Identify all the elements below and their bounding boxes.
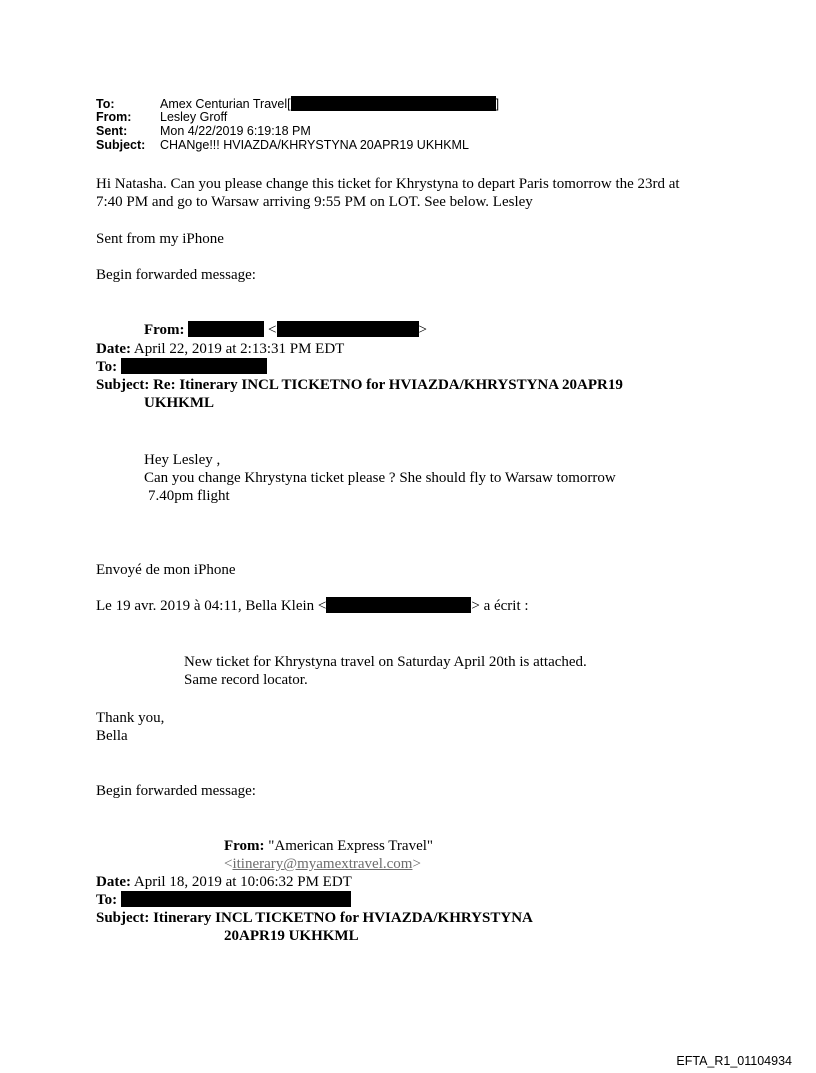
fwd2-email-link[interactable]: itinerary@myamextravel.com (232, 856, 413, 872)
begin-forwarded-2: Begin forwarded message: (96, 783, 256, 799)
fwd2-from-value: "American Express Travel" (268, 838, 434, 854)
fwd2-date-label: Date: (96, 874, 131, 890)
fwd1-msg-line-2: Can you change Khrystyna ticket please ? She should fly to Warsaw tomorrow (144, 470, 616, 486)
redaction-box (277, 321, 419, 337)
fwd1-from-row (144, 321, 427, 339)
bella-name: Bella (96, 728, 128, 744)
body-para-line-2: 7:40 PM and go to Warsaw arriving 9:55 PM on LOT. See below. Lesley (96, 194, 533, 210)
header-from-label: From: (96, 110, 132, 124)
le-ecrit-prefix: Le 19 avr. 2019 à 04:11, Bella Klein < (96, 598, 327, 614)
redaction-box (326, 597, 471, 613)
fwd1-to-row (96, 358, 267, 376)
fwd2-date-value: April 18, 2019 at 10:06:32 PM EDT (133, 874, 352, 890)
fwd2-email-lt: < (224, 856, 233, 872)
fwd1-subject-row (96, 376, 623, 394)
fwd1-date-label: Date: (96, 341, 131, 357)
fwd2-to-label: To: (96, 892, 118, 908)
redaction-box (188, 321, 264, 337)
fwd2-from-row (224, 837, 433, 855)
redaction-box (121, 891, 351, 907)
fwd1-msg-line-3: 7.40pm flight (148, 488, 230, 504)
fwd2-date-row (96, 873, 352, 891)
body-para-line-1: Hi Natasha. Can you please change this ticket for Khrystyna to depart Paris tomorrow the 23rd at (96, 176, 680, 192)
header-subject-value: CHANge!!! HVIAZDA/KHRYSTYNA 20APR19 UKHKML (160, 138, 469, 152)
bella-msg-line-1: New ticket for Khrystyna travel on Saturday April 20th is attached. (184, 654, 587, 670)
fwd1-date-row (96, 340, 344, 358)
fwd1-msg-line-1: Hey Lesley , (144, 452, 221, 468)
fwd1-subject-label: Subject: (96, 377, 150, 393)
fwd1-subject-line-2: UKHKML (144, 395, 214, 411)
header-to-label: To: (96, 97, 115, 111)
fwd1-from-label: From: (144, 322, 185, 338)
sent-from-iphone: Sent from my iPhone (96, 231, 224, 247)
header-to-value: Amex Centurian Travel[ (160, 97, 291, 111)
redaction-box (121, 358, 267, 374)
bella-msg-line-2: Same record locator. (184, 672, 308, 688)
fwd2-subject-line-1: Itinerary INCL TICKETNO for HVIAZDA/KHRYSTYNA (153, 910, 533, 926)
fwd1-from-gt: > (418, 322, 427, 338)
le-ecrit-suffix: > a écrit : (471, 598, 529, 614)
fwd1-date-value: April 22, 2019 at 2:13:31 PM EDT (133, 341, 345, 357)
fwd2-from-label: From: (224, 838, 265, 854)
redaction-box (291, 96, 496, 111)
header-from-row (96, 110, 227, 124)
fwd2-email-row (224, 855, 421, 873)
fwd2-subject-row (96, 909, 533, 927)
envoye-de-mon-iphone: Envoyé de mon iPhone (96, 562, 236, 578)
header-sent-label: Sent: (96, 124, 128, 138)
fwd2-to-row (96, 891, 351, 909)
header-subject-row (96, 138, 469, 152)
fwd1-to-label: To: (96, 359, 118, 375)
header-to-row (96, 96, 499, 111)
fwd1-from-lt: < (268, 322, 277, 338)
le-ecrit-row (96, 597, 529, 615)
begin-forwarded-1: Begin forwarded message: (96, 267, 256, 283)
fwd1-subject-line-1: Re: Itinerary INCL TICKETNO for HVIAZDA/KHRYSTYNA 20APR19 (153, 377, 623, 393)
fwd2-email-gt: > (412, 856, 421, 872)
header-sent-value: Mon 4/22/2019 6:19:18 PM (160, 124, 311, 138)
fwd2-subject-label: Subject: (96, 910, 150, 926)
header-from-value: Lesley Groff (160, 110, 228, 124)
fwd2-subject-line-2: 20APR19 UKHKML (224, 928, 359, 944)
header-sent-row (96, 124, 311, 138)
header-subject-label: Subject: (96, 138, 146, 152)
bella-thanks: Thank you, (96, 710, 165, 726)
header-to-close: ] (495, 97, 500, 111)
document-id: EFTA_R1_01104934 (676, 1054, 792, 1068)
